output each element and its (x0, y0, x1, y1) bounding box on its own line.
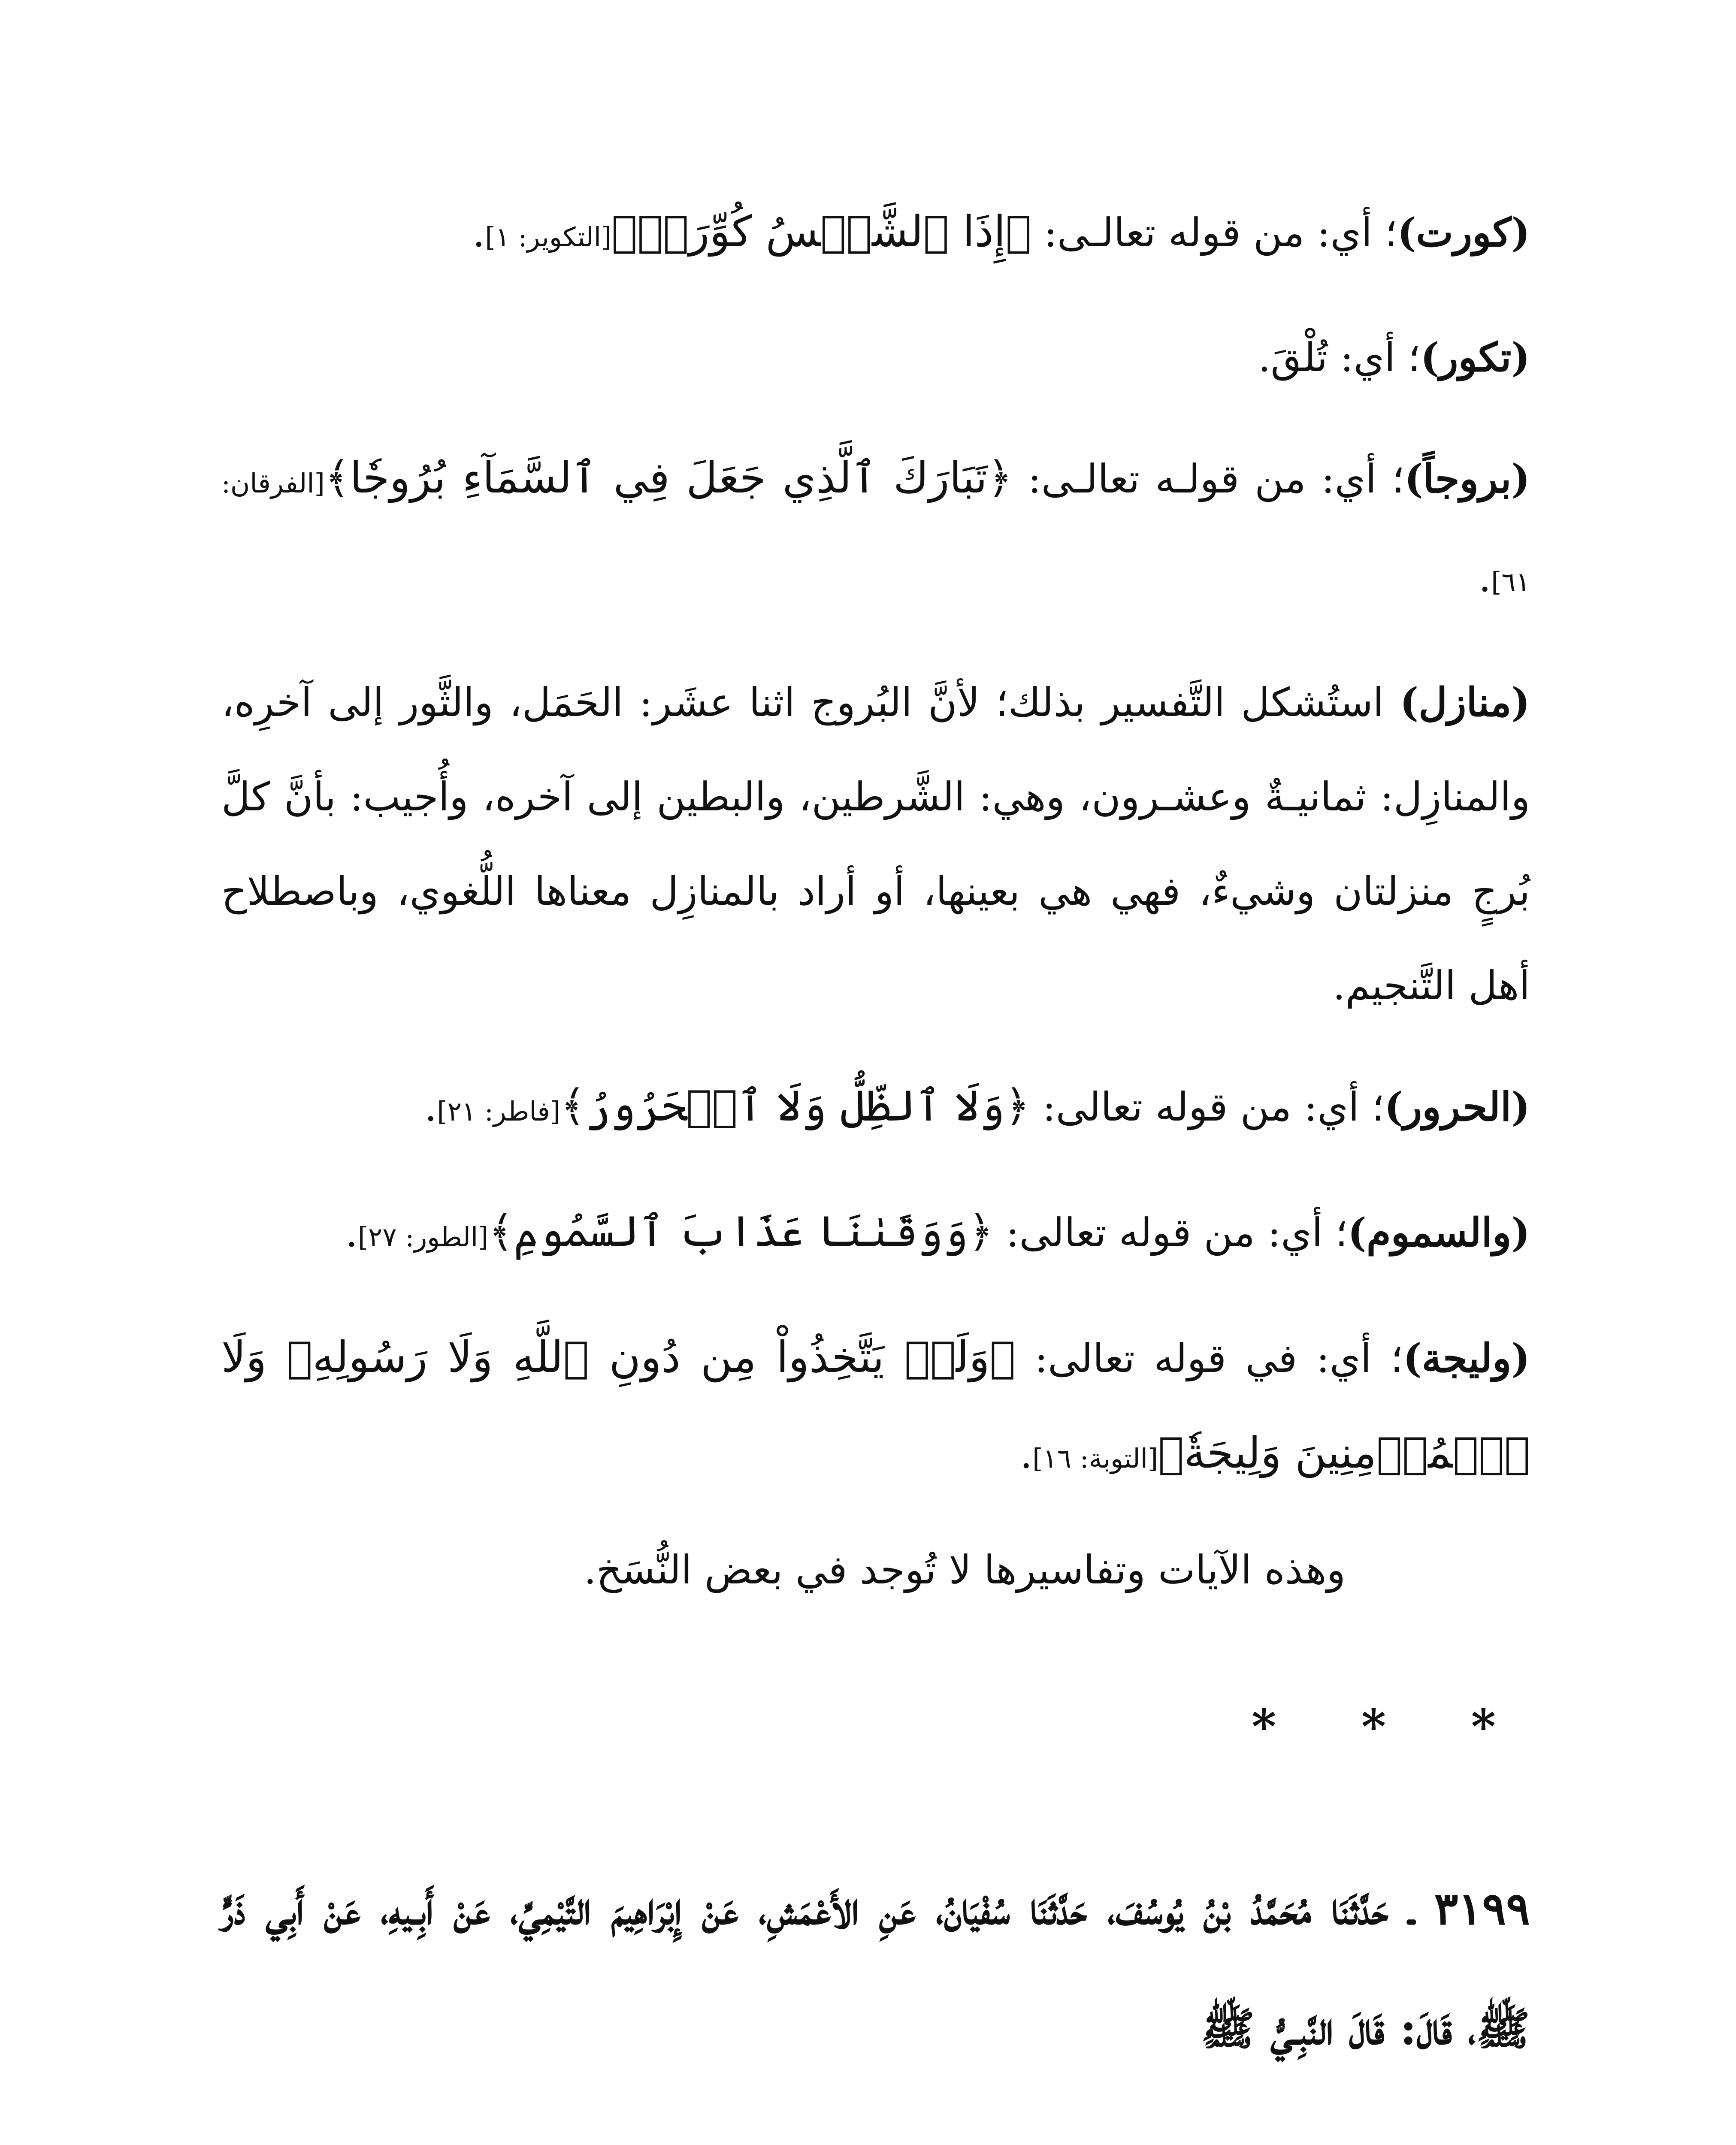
verse-reference: [التوبة: ١٦] (1032, 1443, 1158, 1474)
gloss-term: (كورت) (1397, 209, 1530, 256)
section-separator: * * * (1251, 1699, 1530, 1754)
gloss-intro: ؛ أي: من قوله تعالى: (993, 1210, 1348, 1256)
gloss-entry-takawwur (221, 310, 1530, 405)
gloss-term: (منازل) (1400, 679, 1530, 725)
gloss-term: (بروجاً) (1404, 456, 1530, 502)
gloss-intro: ؛ أي: في قوله تعالى: (1015, 1335, 1403, 1381)
sentence-end: . (472, 210, 485, 256)
verse-reference: [الطور: ٢٧] (357, 1221, 489, 1253)
gloss-entry-harur (221, 1059, 1530, 1159)
manuscript-note: وهذه الآيات وتفاسيرها لا تُوجد في بعض النُّسَخ. (584, 1547, 1346, 1593)
gloss-intro: ؛ أي: من قوله تعالى: (1030, 1084, 1385, 1130)
quran-verse: ﴿إِذَا ٱلشَّمۡسُ كُوِّرَتۡ﴾ (611, 206, 1031, 257)
gloss-text: استُشكل التَّفسير بذلك؛ لأنَّ البُروج اثنا عشَر: الحَمَل، والثَّور إلى آخرِه، والمنازِل: ثمانيـةٌ وعشـرون، وهي: الشَّرطين، والبطين إلى آخره، وأُجيب: بأنَّ كلَّ بُرجٍ منزلتان وشيءٌ، فهي هي بعينها، أو أراد بالمنازِل معناها اللُّغوي، وباصطلاح أهل التَّنجيم. (221, 680, 1530, 1009)
gloss-text: ؛ أي: تُلْقَ. (1258, 335, 1421, 381)
hadith-3199: ٣١٩٩ ـ حَدَّثَنَا مُحَمَّدُ بْنُ يُوسُفَ، حَدَّثَنَا سُفْيَانُ، عَنِ الأَعْمَشِ، عَنْ إِبْرَاهِيمَ التَّيْمِيِّ، عَنْ أَبِـيهِ، عَنْ أَبِي ذَرٍّ ﷺ، قَالَ: قَالَ النَّبِـيُّ ﷺ (221, 1882, 1530, 2055)
quran-verse: ﴿تَبَارَكَ ٱلَّذِي جَعَلَ فِي ٱلسَّمَآءِ بُرُوجٗا﴾ (324, 453, 1013, 503)
verse-reference: [فاطر: ٢١] (437, 1096, 561, 1127)
verse-reference: [الفرقان: ٦١] (221, 468, 1530, 598)
sentence-end: . (1020, 1431, 1033, 1477)
quran-verse: ﴿وَلَمۡ يَتَّخِذُواْ مِن دُونِ ٱللَّهِ وَلَا رَسُولِهِۦ وَلَا ٱلۡمُؤۡمِنِينَ وَلِيجَةٗ﴾ (221, 1332, 1530, 1478)
gloss-term: (تكور) (1420, 334, 1530, 381)
sentence-end: . (424, 1084, 437, 1130)
gloss-intro: ؛ أي: من قولـه تعالـى: (1012, 456, 1405, 502)
quran-verse: ﴿وَوَقَىٰنَا عَذَابَ ٱلسَّمُومِ﴾ (488, 1206, 994, 1257)
text-column (221, 184, 1530, 2089)
quran-verse: ﴿وَلَا ٱلظِّلُّ وَلَا ٱلۡحَرُورُ﴾ (560, 1081, 1030, 1131)
gloss-intro: ؛ أي: من قوله تعالـى: (1031, 210, 1397, 256)
gloss-entry-manazil (221, 655, 1530, 1033)
gloss-entry-samum (221, 1184, 1530, 1284)
gloss-term: (وليجة) (1403, 1335, 1530, 1381)
sentence-end: . (1478, 555, 1491, 601)
gloss-entry-kuwwirat (221, 184, 1530, 284)
sentence-end: . (345, 1210, 358, 1256)
gloss-entry-walija (221, 1310, 1530, 1506)
gloss-term: (الحرور) (1384, 1084, 1530, 1130)
gloss-term: (والسموم) (1348, 1209, 1530, 1256)
verse-reference: [التكوير: ١] (485, 221, 612, 253)
gloss-entry-burujan (221, 431, 1530, 629)
